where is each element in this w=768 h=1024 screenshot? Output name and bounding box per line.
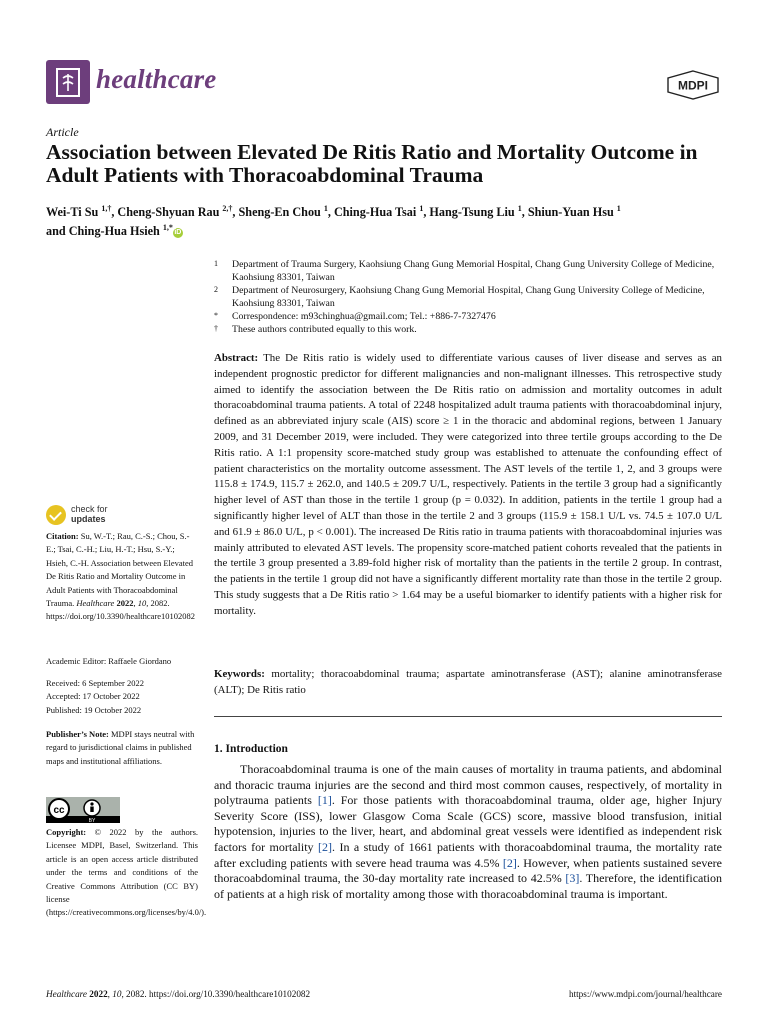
keywords xyxy=(214,667,722,699)
intro-text: Thoracoabdominal trauma is one of the main causes of mortality in trauma patients, and abdominal and thoracic trauma injuries are the second and third most common causes, respectively, of mortality in polytrauma patients xyxy=(214,762,722,808)
author-sup: 1 xyxy=(323,204,328,213)
abstract-label: Abstract: xyxy=(214,352,259,364)
citation-doi-link[interactable]: , 2082. https://doi.org/10.3390/healthcare10102082 xyxy=(46,598,196,622)
citation-block: Citation: Su, W.-T.; Rau, C.-S.; Chou, S.-E.; Tsai, C.-H.; Liu, H.-T.; Hsu, S.-Y.; Hsieh, C.-H. Association between Elevated De Ritis Ratio and Mortality Outcome in Adult Patients with Thoracoabdominal Trauma. Healthcare 2022, 10, 2082. https://doi.org/10.3390/healthcare10102082 xyxy=(46,531,196,622)
affiliation xyxy=(214,258,724,284)
citation-label: Citation: xyxy=(46,531,79,541)
author-sup: 1,† xyxy=(101,204,112,213)
author-name[interactable]: Hang-Tsung Liu xyxy=(429,205,515,220)
author-sup: 1,* xyxy=(162,223,173,233)
author-sup: 1 xyxy=(419,204,424,213)
citation-year: 2022 xyxy=(116,598,134,609)
author-sup: 2,† xyxy=(222,204,233,213)
affiliation xyxy=(214,284,724,310)
article-title: Association between Elevated De Ritis Ratio and Mortality Outcome in Adult Patients with Thoracoabdominal Trauma xyxy=(46,140,698,187)
svg-text:cc: cc xyxy=(53,805,65,816)
copyright-label: Copyright: xyxy=(46,827,87,837)
mdpi-logo[interactable] xyxy=(666,70,720,100)
footer-doi-link[interactable]: , 2082. https://doi.org/10.3390/healthcare10102082 xyxy=(121,989,311,999)
accepted-date: Accepted: 17 October 2022 xyxy=(46,691,140,702)
article-type: Article xyxy=(46,125,79,139)
publisher-note xyxy=(46,728,198,768)
intro-text: . In a study of 1661 patients with thoracoabdominal trauma, the mortality rate after excluding patients with severe head trauma was 4.5% xyxy=(214,839,722,870)
author-name[interactable]: Wei-Ti Su xyxy=(46,205,99,220)
intro-text: . However, when patients sustained severe thoracoabdominal trauma, the 30-day mortality rate increased to 42.5% xyxy=(214,855,722,886)
academic-editor: Academic Editor: Raffaele Giordano xyxy=(46,656,172,666)
citation-volume: 10 xyxy=(137,598,147,609)
footer-volume: 10 xyxy=(112,989,122,999)
author-name[interactable]: Ching-Hua Hsieh xyxy=(68,224,160,239)
abstract-text: The De Ritis ratio is widely used to differentiate various causes of liver disease and serves as an independent prognostic predictor for different malignancies and non-malignant illnesses. This retrospective study aimed to identify the association between the De Ritis ratio on admission and mortality outcomes in adult thoracoabdominal trauma patients. A total of 2248 hospitalized adult trauma patients with thoracoabdominal injury, defined as an abbreviated injury scale (AIS) score ≥ 1 in the thoracic and abdominal regions, between 1 January 2009, and 31 December 2019, were included. They were categorized into three tertile groups according to the De Ritis ratio. A 1:1 propensity score-matched study group was established to attenuate the confounding effect of patient characteristics on the mortality outcome assessment. The AST levels of the tertile 1, 2, and 3 groups were 115.8 ± 174.9, 115.7 ± 262.0, and 140.5 ± 209.7 U/L, respectively. Patients in the tertile 3 group had a significantly higher level of AST than those in the tertile 1 group (p = 0.032). In addition, patients in the tertile 1 group had a significantly higher level of ALT than those in the tertile 2 and 3 groups (115.9 ± 158.1 U/L vs. 74.5 ± 107.0 U/L and 61.9 ± 86.0 U/L, p < 0.001). The increased De Ritis ratio in trauma patients with thoracoabdominal injuries was mainly attributed to elevated AST levels. The propensity score-matched patient cohorts revealed that the patients in the tertile 3 group presented a 3.89-fold higher risk of mortality than the patients in the tertile 2 group. In contrast, the patients in the tertile 1 group did not have a significantly different mortality rate than those in the tertile 2 group. This study suggests that a De Ritis ratio > 1.64 may be a useful biomarker to identify patients with a higher risk for mortality. xyxy=(214,352,722,617)
publisher-name: MDPI xyxy=(678,78,708,93)
citation-text: Su, W.-T.; Rau, C.-S.; Chou, S.-E.; Tsai, C.-H.; Liu, H.-T.; Hsu, S.-Y.; Hsieh, C.-H. Association between Elevated De Ritis Ratio and Mortality Outcome in Adult Patients with Thoracoabdominal Trauma. xyxy=(46,531,194,609)
check-icon xyxy=(46,505,66,525)
affiliation-text: These authors contributed equally to this work. xyxy=(232,324,417,335)
author-name[interactable]: Cheng-Shyuan Rau xyxy=(117,205,220,220)
publisher-note-text: MDPI stays neutral with regard to jurisdictional claims in published maps and institutional affiliations. xyxy=(46,729,195,766)
received-date: Received: 6 September 2022 xyxy=(46,678,144,688)
affiliation-text: Department of Trauma Surgery, Kaohsiung Chang Gung Memorial Hospital, Chang Gung University College of Medicine, Kaohsiung 83301, Taiwan xyxy=(232,259,715,283)
check-line2: updates xyxy=(71,513,106,524)
affiliation-mark: 2 xyxy=(214,285,218,294)
intro-text: . For those patients with thoracoabdominal trauma, older age, higher Injury Severity Score (ISS), lower Glasgow Coma Scale (GCS) score, massive blood transfusion, initial hypotension, injuries to the liver, heart, and abdominal great vessels were identified as independent risk factors for mortality xyxy=(214,793,722,854)
svg-text:BY: BY xyxy=(88,818,96,823)
reference-link[interactable]: [3] xyxy=(565,871,580,886)
introduction-paragraph xyxy=(214,762,722,902)
journal-name[interactable]: healthcare xyxy=(96,64,217,94)
reference-link[interactable]: [1] xyxy=(317,793,332,808)
author-name[interactable]: Ching-Hua Tsai xyxy=(333,205,417,220)
affiliation-mark: † xyxy=(214,324,218,333)
author-list: Wei-Ti Su $^{1,\dagger}$, Cheng-Shyuan Rau $^{2,\dagger}$, Sheng-En Chou $^1$, Ching-Hua Tsai $^1$, Hang-Tsung Liu $^1$, Shiun-Yuan Hsu $^1$ and Ching-Hua Hsieh $^{1,*}$iD xyxy=(46,204,621,239)
affiliation xyxy=(214,310,724,323)
author-name[interactable]: Sheng-En Chou xyxy=(238,205,321,220)
affiliation-text: Department of Neurosurgery, Kaohsiung Chang Gung Memorial Hospital, Chang Gung University College of Medicine, Kaohsiung 83301, Taiwan xyxy=(232,285,705,309)
affiliation-text: Correspondence: m93chinghua@gmail.com; Tel.: +886-7-7327476 xyxy=(232,311,496,322)
author-and: and xyxy=(46,224,66,239)
check-for-updates-button[interactable] xyxy=(46,505,126,527)
footer-journal-url[interactable]: https://www.mdpi.com/journal/healthcare xyxy=(568,989,722,999)
author-name[interactable]: Shiun-Yuan Hsu xyxy=(527,205,614,220)
affiliation xyxy=(214,323,724,336)
abstract xyxy=(214,351,722,620)
affiliation-mark: * xyxy=(214,311,218,320)
affiliation-mark: 1 xyxy=(214,259,218,268)
journal-logo-icon xyxy=(46,60,90,104)
author-sup: 1 xyxy=(616,204,621,213)
section-divider xyxy=(214,716,722,717)
published-date: Published: 19 October 2022 xyxy=(46,704,142,715)
copyright-block xyxy=(46,826,207,920)
keywords-text: mortality; thoracoabdominal trauma; aspartate aminotransferase (AST); alanine aminotransferase (ALT); De Ritis ratio xyxy=(214,668,722,696)
orcid-icon[interactable]: iD xyxy=(174,229,182,237)
reference-link[interactable]: [2] xyxy=(502,855,517,870)
citation-journal: Healthcare xyxy=(76,598,115,609)
dates-block xyxy=(46,677,198,717)
cc-by-license-icon[interactable] xyxy=(46,797,120,823)
footer-year: 2022 xyxy=(89,989,108,999)
publisher-note-label: Publisher’s Note: xyxy=(46,729,109,739)
footer-journal: Healthcare xyxy=(46,989,87,999)
keywords-label: Keywords: xyxy=(214,668,265,680)
author-sup: 1 xyxy=(517,204,522,213)
intro-text: . Therefore, the identification of patients at a high risk of mortality among those with thoracoabdominal trauma is important. xyxy=(214,871,723,901)
check-line1: check for xyxy=(71,504,108,514)
copyright-text: © 2022 by the authors. Licensee MDPI, Basel, Switzerland. This article is an open access article distributed under the terms and conditions of the Creative Commons Attribution (CC BY) license (https://creativecommons.org/licenses/by/4.0/). xyxy=(46,827,207,918)
footer-citation: Healthcare 2022, 10, 2082. https://doi.org/10.3390/healthcare10102082 xyxy=(46,989,311,999)
reference-link[interactable]: [2] xyxy=(318,839,332,854)
section-heading: 1. Introduction xyxy=(214,743,288,755)
